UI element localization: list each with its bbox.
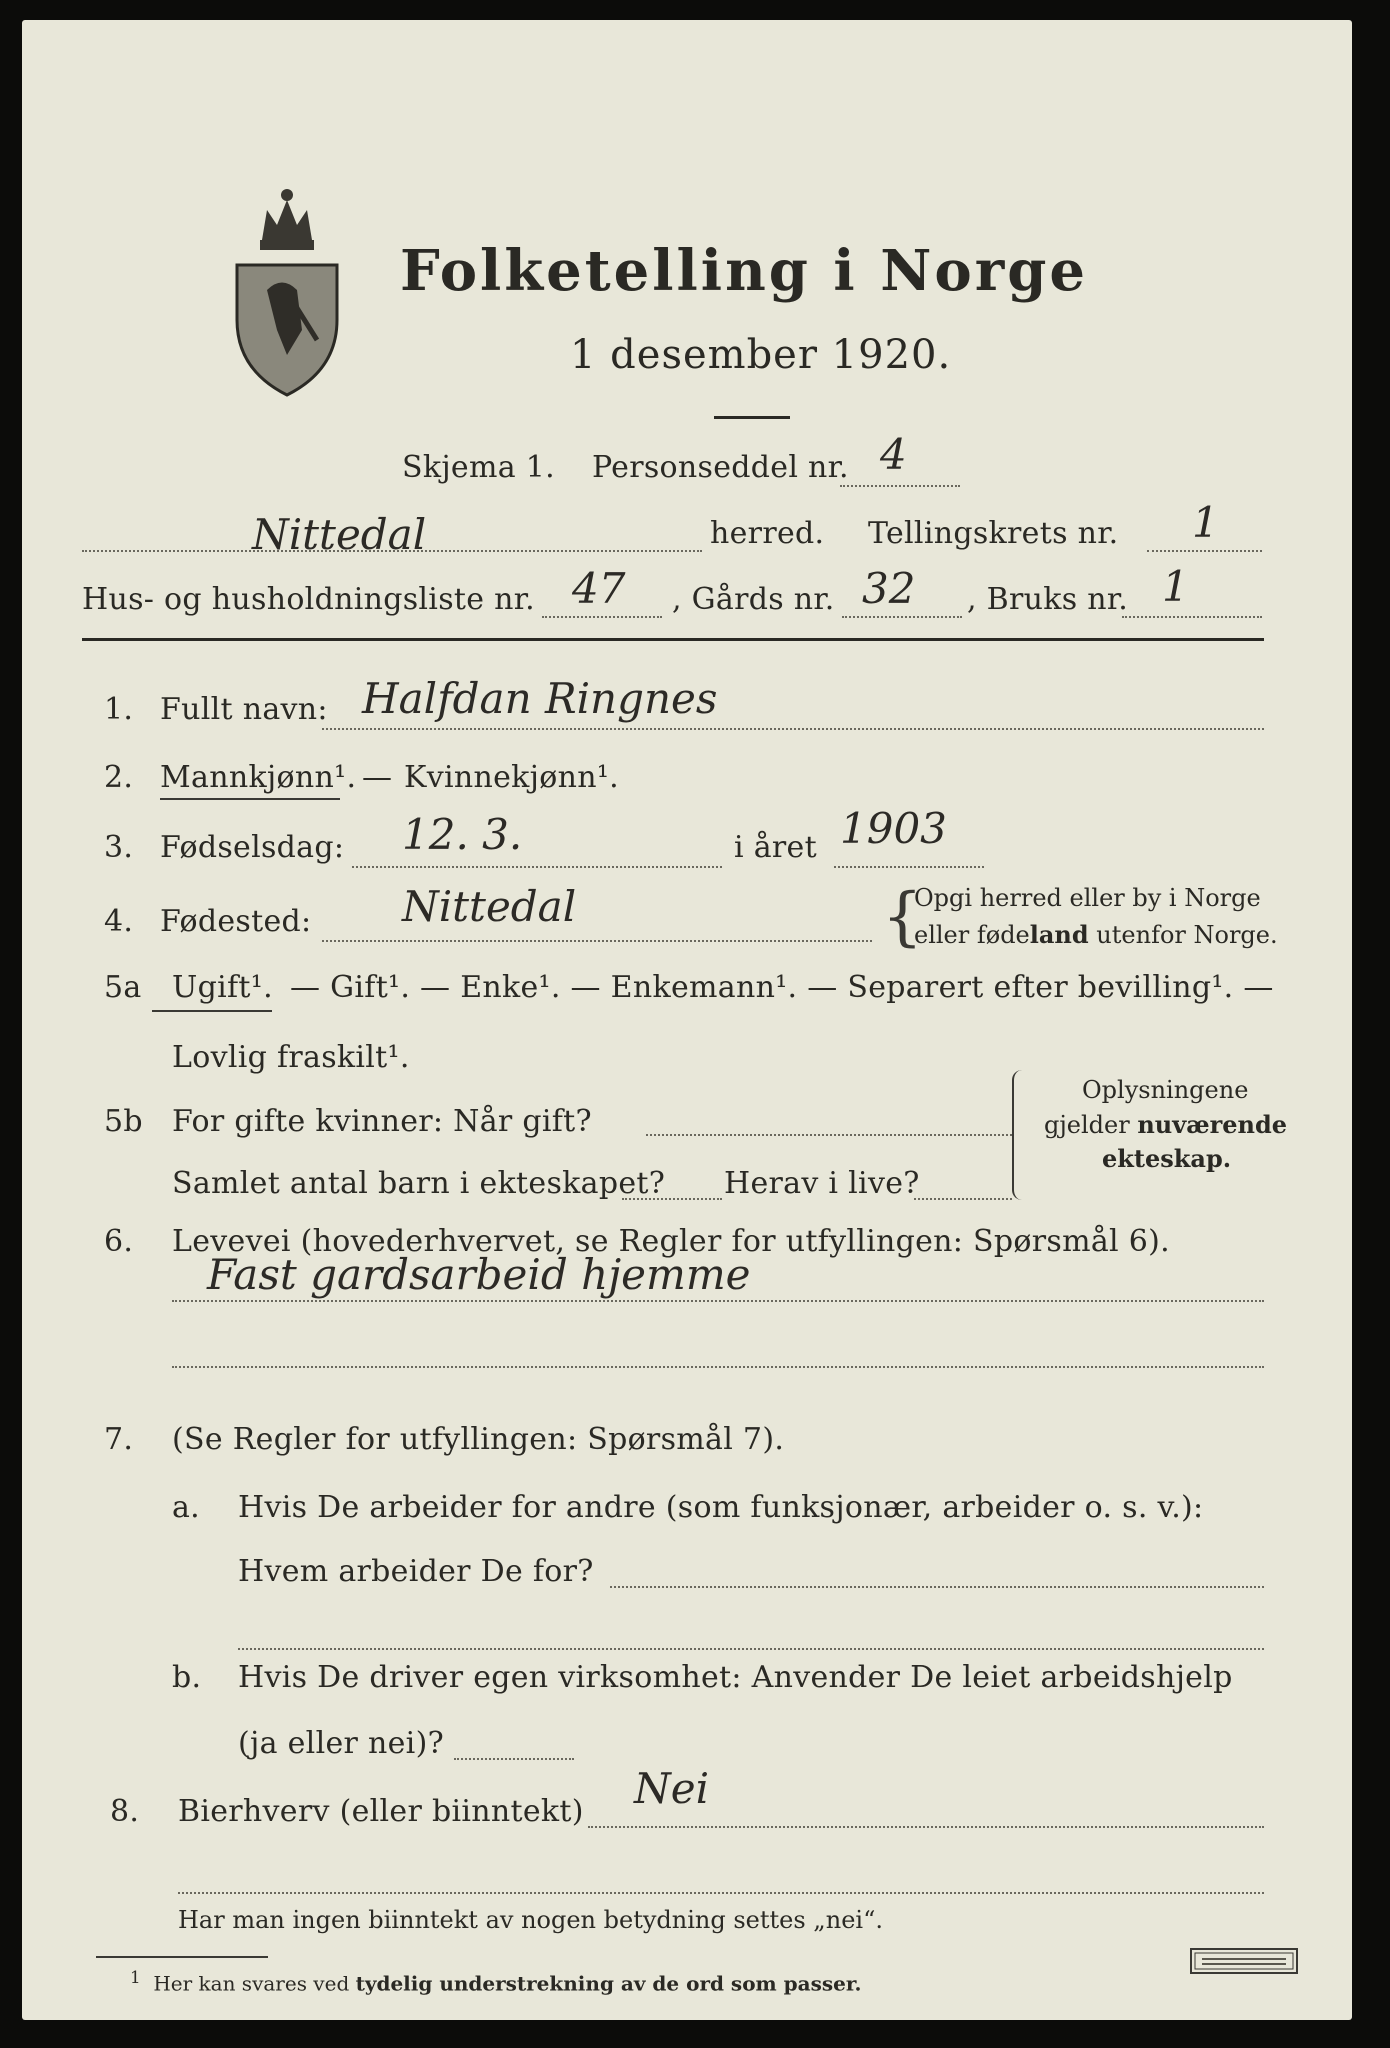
herred-line [82, 550, 702, 552]
header-rule [82, 638, 1264, 641]
q5b-note-line2: gjelder nuværende [1044, 1110, 1288, 1139]
q5a-ugift-underline [152, 1010, 272, 1012]
q5b-married-line [646, 1134, 1012, 1136]
q4-number: 4. [104, 904, 134, 939]
q8-line2 [178, 1892, 1264, 1894]
q7b-line2: (ja eller nei)? [238, 1726, 444, 1761]
skjema-label: Skjema 1. [402, 450, 555, 485]
tellingskrets-value[interactable]: 1 [1192, 498, 1219, 547]
q3-year-label: i året [734, 830, 817, 865]
personseddel-line [840, 485, 960, 487]
q7a-line1: Hvis De arbeider for andre (som funksjonær, arbeider o. s. v.): [238, 1490, 1204, 1525]
q5b-children-label: Samlet antal barn i ekteskapet? [172, 1166, 666, 1201]
q5a-option-fraskilt[interactable]: Lovlig fraskilt¹. [172, 1040, 410, 1075]
q4-line [322, 940, 872, 942]
husliste-value[interactable]: 47 [572, 564, 626, 613]
q5b-bracket [1012, 1070, 1024, 1200]
tellingskrets-line [1147, 550, 1262, 552]
q5a-option-ugift[interactable]: Ugift¹. [172, 970, 273, 1005]
q5a-number: 5a [104, 970, 142, 1005]
q6-line1 [172, 1300, 1264, 1302]
footnote-rule [96, 1956, 268, 1958]
title-divider [714, 416, 790, 419]
q2-option-female[interactable]: Kvinnekjønn¹. [404, 760, 619, 795]
gards-label: , Gårds nr. [672, 582, 835, 617]
q5a-options[interactable]: — Gift¹. — Enke¹. — Enkemann¹. — Separert efter bevilling¹. — [290, 970, 1274, 1005]
birth-year-value[interactable]: 1903 [840, 804, 947, 853]
gards-line [842, 616, 962, 618]
q5b-note-line1: Oplysningene [1082, 1076, 1249, 1104]
birthplace-value[interactable]: Nittedal [402, 882, 577, 931]
q8-label: Bierhverv (eller biinntekt) [178, 1794, 584, 1829]
q1-number: 1. [104, 692, 134, 727]
husliste-label: Hus- og husholdningsliste nr. [82, 582, 535, 617]
q7a-line2: Hvem arbeider De for? [238, 1554, 594, 1589]
census-date: 1 desember 1920. [570, 332, 952, 378]
q3-line [352, 866, 722, 868]
q4-brace: { [882, 880, 923, 954]
husliste-line [542, 616, 662, 618]
q3-year-line [834, 866, 984, 868]
q7b-line1: Hvis De driver egen virksomhet: Anvender De leiet arbeidshjelp [238, 1660, 1233, 1695]
herred-label: herred. [710, 516, 825, 551]
printer-stamp-icon [1190, 1948, 1298, 1974]
q7a-line [610, 1586, 1264, 1588]
side-income-value[interactable]: Nei [634, 1764, 710, 1813]
census-form [22, 20, 1352, 2020]
personseddel-value[interactable]: 4 [880, 430, 907, 479]
q8-line [588, 1826, 1264, 1828]
q2-male-underline [160, 798, 340, 800]
q5b-line1: For gifte kvinner: Når gift? [172, 1104, 592, 1139]
q7a-letter: a. [172, 1490, 201, 1525]
q5b-alive-line [914, 1198, 1012, 1200]
q7-label: (Se Regler for utfyllingen: Spørsmål 7). [172, 1422, 785, 1457]
q3-label: Fødselsdag: [160, 830, 345, 865]
gards-value[interactable]: 32 [862, 564, 916, 613]
q5b-note-line3: ekteskap. [1102, 1144, 1232, 1173]
q5b-children-line [622, 1198, 722, 1200]
bruks-label: , Bruks nr. [967, 582, 1129, 617]
occupation-value[interactable]: Fast gardsarbeid hjemme [207, 1250, 751, 1299]
q7b-letter: b. [172, 1660, 202, 1695]
q6-line2 [172, 1366, 1264, 1368]
q4-note-line2: eller fødeland utenfor Norge. [914, 920, 1278, 949]
q7b-line [454, 1758, 574, 1760]
norwegian-coat-of-arms-icon [232, 180, 342, 400]
footnote: $^1$ Her kan svares ved tydelig understrekning av de ord som passer. [130, 1968, 862, 1996]
q1-label: Fullt navn: [160, 692, 328, 727]
birthday-value[interactable]: 12. 3. [402, 810, 523, 859]
q2-sep: — [362, 760, 393, 795]
q6-number: 6. [104, 1224, 134, 1259]
q1-line [322, 728, 1264, 730]
bruks-line [1122, 616, 1262, 618]
herred-value[interactable]: Nittedal [252, 510, 427, 559]
q2-option-male[interactable]: Mannkjønn¹. [160, 760, 357, 795]
tellingskrets-label: Tellingskrets nr. [868, 516, 1119, 551]
q4-label: Fødested: [160, 904, 312, 939]
q7-number: 7. [104, 1422, 134, 1457]
q3-number: 3. [104, 830, 134, 865]
bruks-value[interactable]: 1 [1162, 562, 1189, 611]
form-title: Folketelling i Norge [400, 238, 1089, 304]
q7a-line2-dots [238, 1648, 1264, 1650]
q6-label: Levevei (hovederhvervet, se Regler for utfyllingen: Spørsmål 6). [172, 1224, 1170, 1259]
q5b-alive-label: Herav i live? [724, 1166, 920, 1201]
note-nei: Har man ingen biinntekt av nogen betydning settes „nei“. [178, 1906, 883, 1934]
full-name-value[interactable]: Halfdan Ringnes [362, 674, 718, 723]
q2-number: 2. [104, 760, 134, 795]
q8-number: 8. [110, 1794, 140, 1829]
personseddel-label: Personseddel nr. [592, 450, 849, 485]
q4-note-line1: Opgi herred eller by i Norge [914, 884, 1261, 912]
q5b-number: 5b [104, 1104, 143, 1139]
